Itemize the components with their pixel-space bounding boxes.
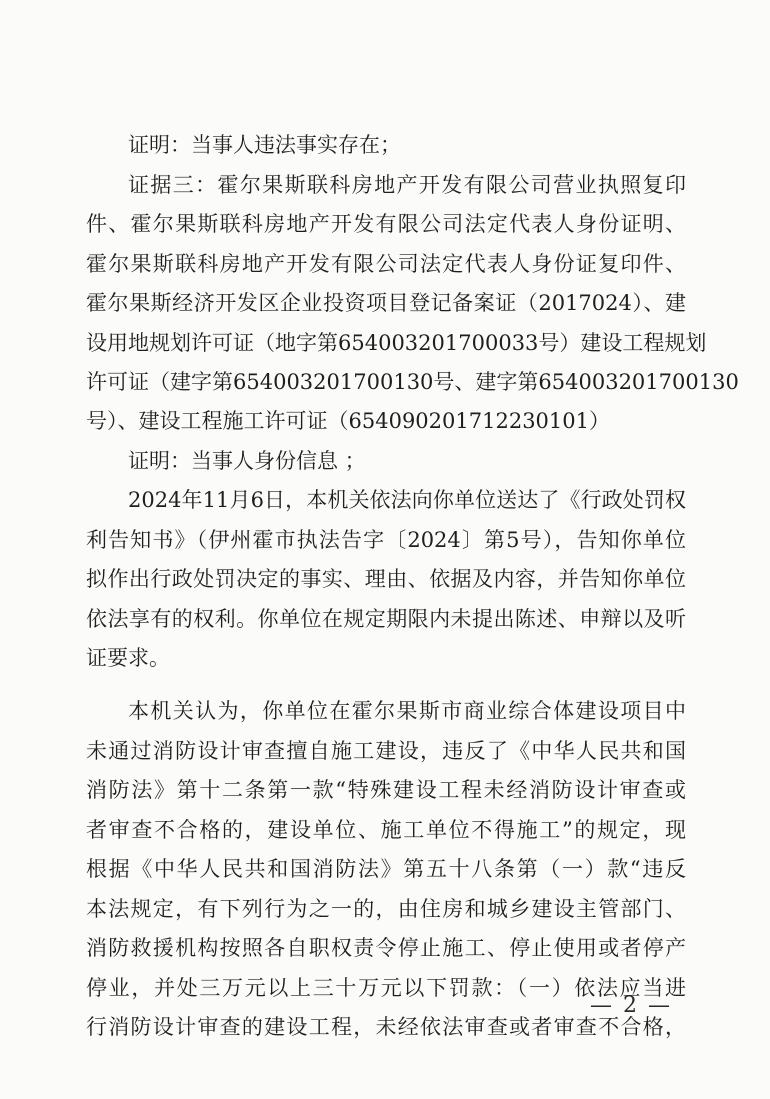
text-line: 证明：当事人身份信息 ； [128, 449, 366, 473]
text-line: 证据三：霍尔果斯联科房地产开发有限公司营业执照复印 [128, 173, 686, 197]
text-line: 利告知书》（伊州霍市执法告字〔2024〕第5号），告知你单位 [86, 528, 686, 552]
text-line: 拟作出行政处罚决定的事实、理由、依据及内容，并告知你单位 [86, 567, 686, 591]
text-line: 霍尔果斯联科房地产开发有限公司法定代表人身份证复印件、 [86, 252, 686, 276]
text-line: 号）、建设工程施工许可证（654090201712230101） [86, 409, 610, 433]
text-line: 件、霍尔果斯联科房地产开发有限公司法定代表人身份证明、 [86, 212, 686, 236]
text-line: 消防法》第十二条第一款“特殊建设工程未经消防设计审查或 [86, 778, 686, 802]
text-line: 停业，并处三万元以上三十万元以下罚款：（一）依法应当进 [86, 976, 686, 1000]
text-line: 消防救援机构按照各自职权责令停止施工、停止使用或者停产 [86, 936, 686, 960]
text-line: 2024年11月6日，本机关依法向你单位送达了《行政处罚权 [128, 488, 686, 512]
text-line: 霍尔果斯经济开发区企业投资项目登记备案证（2017024）、建 [86, 291, 686, 315]
text-line: 证要求。 [86, 646, 170, 670]
page-number: — 2 — [590, 993, 672, 1018]
text-line: 根据《中华人民共和国消防法》第五十八条第（一）款“违反 [86, 857, 686, 881]
text-line: 设用地规划许可证（地字第654003201700033号）建设工程规划 [86, 331, 707, 355]
text-line: 者审查不合格的，建设单位、施工单位不得施工”的规定，现 [86, 818, 686, 842]
text-line: 许可证（建字第654003201700130号、建字第654003201700130 [86, 370, 739, 394]
text-line: 行消防设计审查的建设工程，未经依法审查或者审查不合格， [86, 1015, 686, 1039]
text-line: 未通过消防设计审查擅自施工建设，违反了《中华人民共和国 [86, 739, 686, 763]
text-line: 证明：当事人违法事实存在； [128, 133, 401, 157]
text-line: 本机关认为，你单位在霍尔果斯市商业综合体建设项目中 [128, 699, 686, 723]
text-line: 本法规定，有下列行为之一的，由住房和城乡建设主管部门、 [86, 897, 686, 921]
text-line: 依法享有的权利。你单位在规定期限内未提出陈述、申辩以及听 [86, 607, 686, 631]
